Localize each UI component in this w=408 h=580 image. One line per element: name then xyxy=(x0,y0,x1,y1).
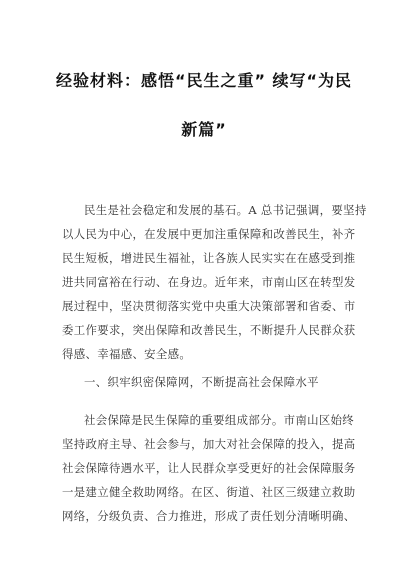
paragraph-2-line-2: 坚持政府主导、社会参与，加大对社会保障的投入，提高 xyxy=(62,437,356,451)
section-heading-1: 一、织牢织密保障网，不断提高社会保障水平 xyxy=(84,375,319,389)
paragraph-1-line-2: 以人民为中心，在发展中更加注重保障和改善民生，补齐 xyxy=(62,227,356,241)
document-title-line-1: 经验材料：感悟“民生之重” 续写“为民 xyxy=(55,71,353,90)
paragraph-1-line-3: 民生短板，增进民生福祉，让各族人民实实在在感受到推 xyxy=(62,251,356,265)
paragraph-1-line-5: 展过程中，坚决贯彻落实党中央重大决策部署和省委、市 xyxy=(62,299,356,313)
document-title-line-2: 新篇” xyxy=(181,120,227,139)
paragraph-1-line-7: 得感、幸福感、安全感。 xyxy=(62,347,192,361)
paragraph-2-line-4: 一是建立健全救助网络。在区、街道、社区三级建立救助 xyxy=(62,485,356,499)
paragraph-1-line-1: 民生是社会稳定和发展的基石。A 总书记强调，要坚持 xyxy=(84,203,367,217)
paragraph-2-line-1: 社会保障是民生保障的重要组成部分。市南山区始终 xyxy=(84,413,355,427)
paragraph-2-line-3: 社会保障待遇水平，让人民群众享受更好的社会保障服务 xyxy=(62,461,356,475)
paragraph-2-line-5: 网络，分级负责、合力推进，形成了责任划分清晰明确、 xyxy=(62,509,356,523)
paragraph-1-line-4: 进共同富裕在行动、在身边。近年来，市南山区在转型发 xyxy=(62,275,356,289)
paragraph-1-line-6: 委工作要求，突出保障和改善民生，不断提升人民群众获 xyxy=(62,323,356,337)
